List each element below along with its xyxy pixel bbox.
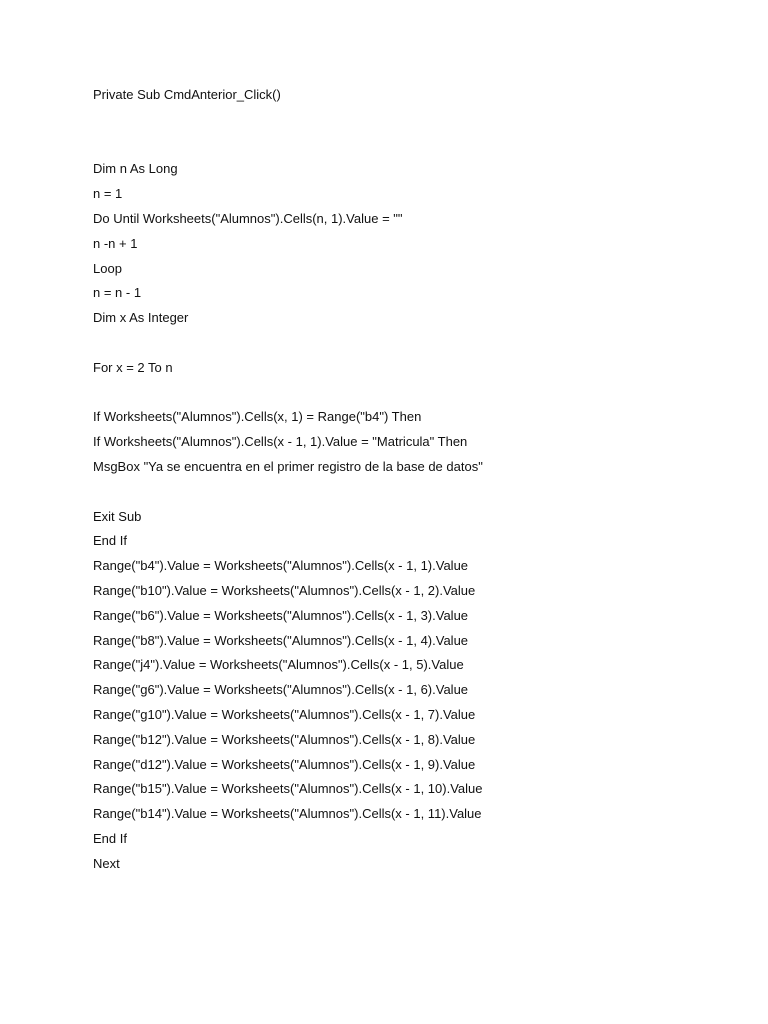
code-line: Range("b10").Value = Worksheets("Alumnos").Cells(x - 1, 2).Value	[93, 582, 476, 598]
code-line: Range("g10").Value = Worksheets("Alumnos").Cells(x - 1, 7).Value	[93, 706, 476, 722]
code-line: n = n - 1	[93, 285, 142, 301]
code-line: MsgBox "Ya se encuentra en el primer registro de la base de datos"	[93, 458, 483, 474]
code-line: Range("d12").Value = Worksheets("Alumnos").Cells(x - 1, 9).Value	[93, 756, 476, 772]
code-line: Range("g6").Value = Worksheets("Alumnos").Cells(x - 1, 6).Value	[93, 682, 469, 698]
code-line: Loop	[93, 260, 122, 276]
code-line: n -n + 1	[93, 235, 138, 251]
code-line: Range("b14").Value = Worksheets("Alumnos").Cells(x - 1, 11).Value	[93, 806, 482, 822]
code-line	[93, 383, 483, 408]
code-line: For x = 2 To n	[93, 359, 173, 375]
code-line: End If	[93, 830, 127, 846]
code-line: Dim x As Integer	[93, 310, 189, 326]
code-line: Dim n As Long	[93, 161, 178, 177]
code-line: Next	[93, 855, 120, 871]
code-line	[93, 333, 483, 358]
code-line: Do Until Worksheets("Alumnos").Cells(n, 1).Value = ""	[93, 210, 403, 226]
code-line: Range("b15").Value = Worksheets("Alumnos").Cells(x - 1, 10).Value	[93, 781, 483, 797]
code-line	[93, 110, 483, 135]
code-line: Private Sub CmdAnterior_Click()	[93, 87, 281, 102]
code-line: Range("b12").Value = Worksheets("Alumnos").Cells(x - 1, 8).Value	[93, 731, 476, 747]
code-line	[93, 482, 483, 507]
code-line	[93, 135, 483, 160]
code-line: Range("b4").Value = Worksheets("Alumnos").Cells(x - 1, 1).Value	[93, 558, 469, 574]
code-line: Range("b6").Value = Worksheets("Alumnos").Cells(x - 1, 3).Value	[93, 607, 469, 623]
code-line: Range("j4").Value = Worksheets("Alumnos").Cells(x - 1, 5).Value	[93, 657, 464, 673]
code-line: End If	[93, 533, 127, 549]
code-line: If Worksheets("Alumnos").Cells(x, 1) = Range("b4") Then	[93, 409, 422, 425]
code-line: Range("b8").Value = Worksheets("Alumnos").Cells(x - 1, 4).Value	[93, 632, 469, 648]
code-line: If Worksheets("Alumnos").Cells(x - 1, 1).Value = "Matricula" Then	[93, 434, 468, 450]
code-listing	[93, 85, 483, 879]
code-line: n = 1	[93, 186, 123, 202]
code-line: Exit Sub	[93, 508, 142, 524]
